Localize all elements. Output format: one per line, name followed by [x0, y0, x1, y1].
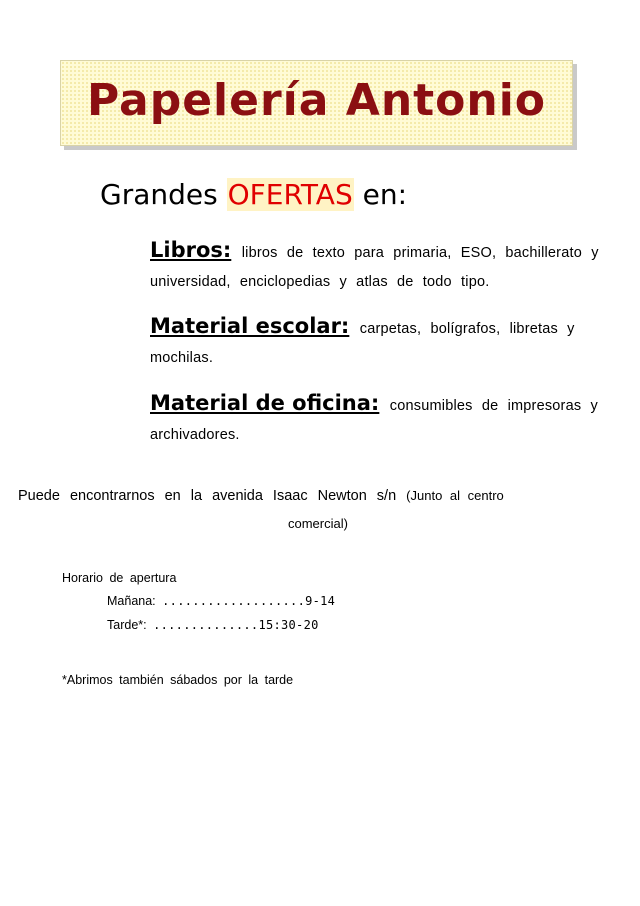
address-paren-start: (Junto al centro	[406, 488, 504, 503]
title-banner	[60, 60, 573, 146]
section-line-2: universidad, enciclopedias y atlas de todo tipo.	[150, 274, 490, 290]
address-main: Puede encontrarnos en la avenida Isaac Newton s/n	[18, 488, 397, 504]
section-heading: Libros:	[150, 238, 232, 262]
hours-morning	[107, 594, 335, 608]
section-heading: Material escolar:	[150, 314, 350, 338]
section-material-oficina	[150, 387, 598, 451]
hours-afternoon-label: Tarde*:	[107, 618, 147, 632]
headline-after: en:	[362, 178, 408, 211]
section-line-1	[150, 387, 598, 419]
page-title: Papelería Antonio	[86, 75, 547, 126]
section-line-1	[150, 234, 599, 266]
hours-morning-value: ...................9-14	[162, 594, 336, 608]
section-text: libros de texto para primaria, ESO, bachillerato y	[241, 245, 599, 261]
section-heading: Material de oficina:	[150, 391, 380, 415]
section-line-2: mochilas.	[150, 350, 214, 366]
hours-morning-label: Mañana:	[107, 594, 156, 608]
section-line-2: archivadores.	[150, 427, 240, 443]
saturday-note: *Abrimos también sábados por la tarde	[62, 673, 294, 687]
headline-offer-highlight: OFERTAS	[227, 178, 353, 211]
section-material-escolar	[150, 310, 580, 374]
hours-afternoon	[107, 618, 319, 632]
section-text: consumibles de impresoras y	[389, 398, 598, 414]
headline-before: Grandes	[100, 178, 218, 211]
section-libros	[150, 234, 599, 298]
hours-label: Horario de apertura	[62, 571, 177, 585]
hours-afternoon-value: ..............15:30-20	[153, 618, 319, 632]
section-line-1	[150, 310, 580, 342]
address-line-2: comercial)	[288, 516, 348, 531]
section-text: carpetas, bolígrafos, libretas y	[359, 321, 575, 337]
address-line-1	[18, 488, 504, 504]
headline	[100, 178, 407, 211]
